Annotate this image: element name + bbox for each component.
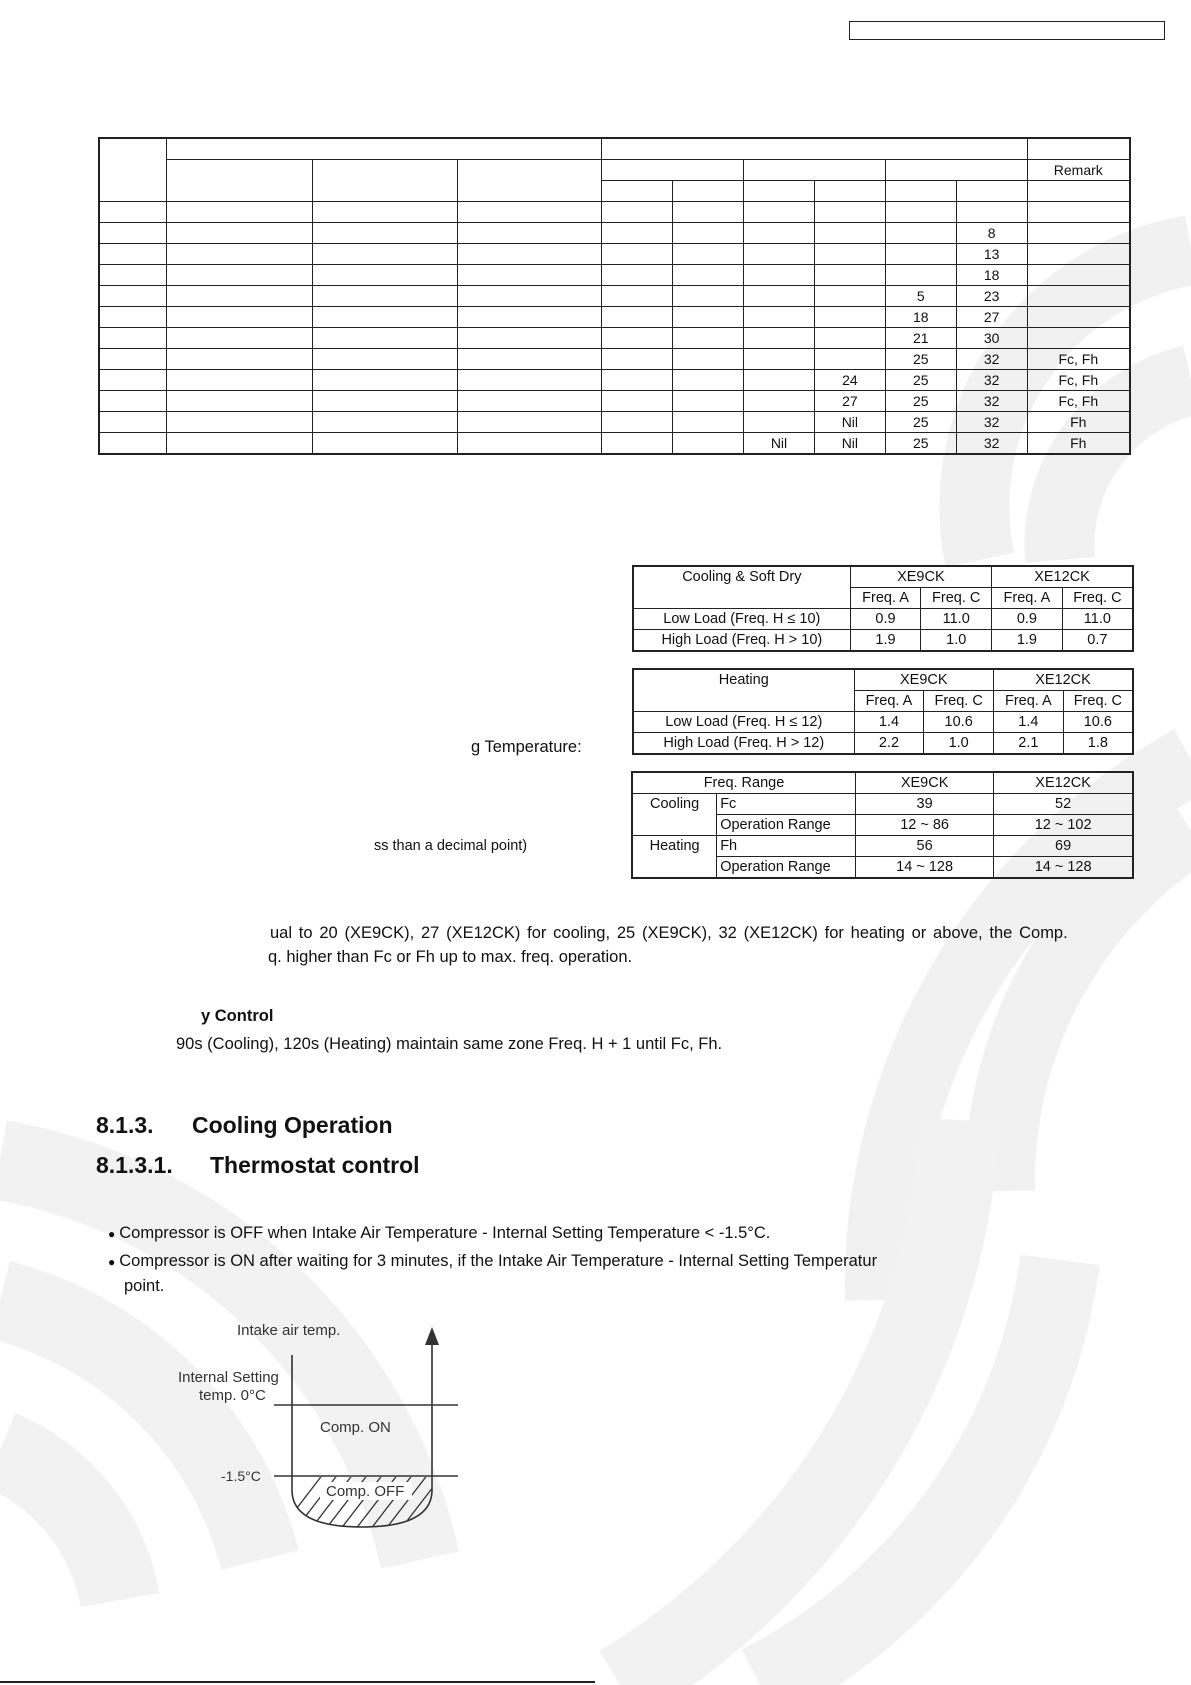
table-cell <box>673 328 744 349</box>
table-cell <box>457 328 602 349</box>
table-row <box>99 202 1130 223</box>
table-cell <box>167 307 313 328</box>
table-cell <box>744 265 815 286</box>
setting-label: Internal Setting <box>178 1369 279 1386</box>
header-box <box>849 21 1165 40</box>
table-cell: 27 <box>814 391 885 412</box>
table-cell <box>814 328 885 349</box>
table-cell <box>313 307 458 328</box>
header-cell <box>885 160 1027 181</box>
table-cell: 25 <box>885 370 956 391</box>
table-cell: 52 <box>994 794 1133 815</box>
sub-header: Freq. A <box>992 588 1063 609</box>
table-cell: 24 <box>814 370 885 391</box>
table-cell: 0.9 <box>992 609 1063 630</box>
table-row <box>99 328 1130 349</box>
table-cell <box>673 223 744 244</box>
sub-header: Freq. C <box>1063 691 1133 712</box>
table-row <box>99 349 1130 370</box>
table-cell <box>1027 244 1130 265</box>
table-cell <box>956 202 1027 223</box>
table-cell <box>167 370 313 391</box>
header-cell <box>602 181 673 202</box>
bullet-icon: ● <box>108 1227 116 1241</box>
table-cell <box>1027 286 1130 307</box>
table-cell <box>602 412 673 433</box>
comp-off-label: Comp. OFF <box>326 1483 405 1500</box>
comp-on-label: Comp. ON <box>320 1419 391 1436</box>
row-label: Fc <box>717 794 856 815</box>
table-cell: Nil <box>744 433 815 455</box>
table-cell: 1.9 <box>850 630 921 652</box>
table-cell <box>744 223 815 244</box>
heating-label: Heating <box>632 836 717 879</box>
table-cell <box>602 265 673 286</box>
table-row <box>99 244 1130 265</box>
header-cell <box>814 181 885 202</box>
table-cell: 1.4 <box>994 712 1064 733</box>
row-label: High Load (Freq. H > 10) <box>633 630 850 652</box>
table-row <box>99 307 1130 328</box>
row-label: Low Load (Freq. H ≤ 12) <box>633 712 854 733</box>
table-cell <box>167 244 313 265</box>
table-cell <box>602 349 673 370</box>
table-cell <box>602 307 673 328</box>
subsection-number: 8.1.3.1. <box>96 1152 173 1178</box>
table-cell <box>673 349 744 370</box>
table-cell: 8 <box>956 223 1027 244</box>
table-cell <box>457 391 602 412</box>
table-cell <box>99 391 167 412</box>
sub-header: Freq. A <box>850 588 921 609</box>
table-cell: 25 <box>885 412 956 433</box>
table-cell <box>313 286 458 307</box>
table-cell: Fc, Fh <box>1027 349 1130 370</box>
table-cell: 21 <box>885 328 956 349</box>
header-cell <box>602 160 744 181</box>
table-cell: 11.0 <box>1062 609 1133 630</box>
table-cell <box>814 349 885 370</box>
table-cell: 1.0 <box>924 733 994 755</box>
sub-header: Freq. A <box>854 691 924 712</box>
table-cell: 18 <box>956 265 1027 286</box>
table-cell <box>99 328 167 349</box>
table-cell <box>99 202 167 223</box>
table-cell <box>814 286 885 307</box>
table-cell: Nil <box>814 433 885 455</box>
table-cell <box>167 328 313 349</box>
table-cell <box>602 286 673 307</box>
table-cell: 25 <box>885 433 956 455</box>
sub-header: Freq. C <box>921 588 992 609</box>
table-cell <box>744 307 815 328</box>
table-cell <box>313 202 458 223</box>
table-cell <box>457 223 602 244</box>
table-cell <box>313 433 458 455</box>
row-label: Fh <box>717 836 856 857</box>
footer-rule <box>0 1681 595 1683</box>
header-cell <box>313 160 458 202</box>
sub-header: Freq. C <box>1062 588 1133 609</box>
header-cell <box>1027 181 1130 202</box>
header-cell <box>744 160 886 181</box>
table-cell <box>457 244 602 265</box>
table-cell <box>602 244 673 265</box>
table-cell <box>167 286 313 307</box>
table-row <box>99 286 1130 307</box>
model-header: XE9CK <box>855 772 993 794</box>
bullet-continuation: point. <box>124 1277 165 1295</box>
table-cell: 25 <box>885 349 956 370</box>
table-cell: 1.8 <box>1063 733 1133 755</box>
table-cell <box>673 244 744 265</box>
table-cell: 14 ~ 128 <box>994 857 1133 879</box>
header-cell <box>457 160 602 202</box>
table-cell: 18 <box>885 307 956 328</box>
table-cell <box>457 349 602 370</box>
table-cell: 1.0 <box>921 630 992 652</box>
table-cell <box>167 433 313 455</box>
bullet-icon: ● <box>108 1255 116 1269</box>
table-cell <box>602 391 673 412</box>
table-cell: 1.4 <box>854 712 924 733</box>
header-cell <box>1027 138 1130 160</box>
table-cell <box>313 412 458 433</box>
table-cell: 13 <box>956 244 1027 265</box>
table-cell: Nil <box>814 412 885 433</box>
table-cell <box>602 202 673 223</box>
subsection-title: Thermostat control <box>210 1152 420 1178</box>
bullet-text: Compressor is ON after waiting for 3 minutes, if the Intake Air Temperature - Internal Setting Temperatur <box>119 1252 878 1270</box>
control-line: 90s (Cooling), 120s (Heating) maintain same zone Freq. H + 1 until Fc, Fh. <box>176 1035 723 1053</box>
header-cell <box>744 181 815 202</box>
table-cell <box>457 433 602 455</box>
table-cell <box>457 307 602 328</box>
table-cell: 39 <box>855 794 993 815</box>
table-cell <box>457 370 602 391</box>
table-cell <box>313 391 458 412</box>
table-cell <box>313 265 458 286</box>
decimal-note: ss than a decimal point) <box>374 838 528 854</box>
table-cell <box>814 202 885 223</box>
bullet-text: Compressor is OFF when Intake Air Temperature - Internal Setting Temperature < -1.5°C. <box>119 1224 771 1242</box>
table-cell <box>885 265 956 286</box>
heating-table <box>632 668 1134 755</box>
table-row <box>99 433 1130 455</box>
header-cell <box>956 181 1027 202</box>
model-header: XE9CK <box>850 566 991 588</box>
table-cell <box>602 328 673 349</box>
table-cell: 2.1 <box>994 733 1064 755</box>
table-cell <box>313 244 458 265</box>
table-cell <box>1027 223 1130 244</box>
row-label: Low Load (Freq. H ≤ 10) <box>633 609 850 630</box>
table-cell <box>814 223 885 244</box>
table-cell <box>457 412 602 433</box>
row-label: Operation Range <box>717 857 856 879</box>
table-cell <box>744 391 815 412</box>
table-cell: 5 <box>885 286 956 307</box>
table-cell <box>744 286 815 307</box>
table-cell <box>744 412 815 433</box>
table-cell <box>99 286 167 307</box>
table-cell <box>744 370 815 391</box>
remark-header: Remark <box>1027 160 1130 181</box>
table-cell <box>602 433 673 455</box>
table-cell: Fc, Fh <box>1027 370 1130 391</box>
table-cell: 0.7 <box>1062 630 1133 652</box>
table-cell <box>457 202 602 223</box>
cooling-soft-dry-table <box>632 565 1134 652</box>
table-cell <box>602 370 673 391</box>
table-cell: 32 <box>956 391 1027 412</box>
table-cell <box>1027 265 1130 286</box>
section-title: Cooling Operation <box>192 1112 393 1138</box>
table-cell <box>673 370 744 391</box>
table-cell <box>167 202 313 223</box>
table-cell <box>99 433 167 455</box>
table-cell <box>99 223 167 244</box>
temperature-label: g Temperature: <box>471 738 582 756</box>
table-cell: 27 <box>956 307 1027 328</box>
table-cell: 12 ~ 86 <box>855 815 993 836</box>
intake-label: Intake air temp. <box>237 1322 341 1339</box>
table-cell <box>814 307 885 328</box>
minus-label: -1.5°C <box>221 1468 261 1484</box>
table-cell <box>99 370 167 391</box>
header-cell <box>673 181 744 202</box>
table-cell <box>99 244 167 265</box>
table-title: Cooling & Soft Dry <box>633 566 850 609</box>
table-cell <box>673 286 744 307</box>
table-row <box>99 370 1130 391</box>
table-cell: 10.6 <box>924 712 994 733</box>
table-cell <box>313 349 458 370</box>
table-cell: 56 <box>855 836 993 857</box>
table-cell <box>99 412 167 433</box>
table-cell <box>673 412 744 433</box>
table-cell <box>99 349 167 370</box>
table-title: Freq. Range <box>632 772 855 794</box>
table-cell <box>744 202 815 223</box>
table-cell: 1.9 <box>992 630 1063 652</box>
table-cell <box>673 307 744 328</box>
table-cell <box>167 265 313 286</box>
setting-label: temp. 0°C <box>199 1387 266 1404</box>
table-cell: 69 <box>994 836 1133 857</box>
control-heading: y Control <box>201 1007 274 1025</box>
row-label: Operation Range <box>717 815 856 836</box>
header-cell <box>167 160 313 202</box>
table-cell: 32 <box>956 412 1027 433</box>
model-header: XE12CK <box>992 566 1133 588</box>
table-cell: 25 <box>885 391 956 412</box>
row-label: High Load (Freq. H > 12) <box>633 733 854 755</box>
table-cell <box>673 433 744 455</box>
table-cell <box>313 223 458 244</box>
table-cell: 12 ~ 102 <box>994 815 1133 836</box>
table-row <box>99 265 1130 286</box>
table-row <box>99 391 1130 412</box>
table-cell <box>457 286 602 307</box>
table-cell: Fh <box>1027 412 1130 433</box>
table-cell: 2.2 <box>854 733 924 755</box>
table-cell: 32 <box>956 370 1027 391</box>
frequency-zone-table <box>98 137 1131 455</box>
table-cell <box>99 307 167 328</box>
table-cell <box>167 349 313 370</box>
list-item <box>108 1252 877 1271</box>
list-item <box>108 1224 770 1243</box>
table-cell <box>1027 202 1130 223</box>
model-header: XE9CK <box>854 669 993 691</box>
table-cell <box>885 202 956 223</box>
table-cell <box>744 244 815 265</box>
table-cell <box>885 223 956 244</box>
table-cell <box>885 244 956 265</box>
model-header: XE12CK <box>994 669 1133 691</box>
table-cell <box>673 265 744 286</box>
paragraph-line: ual to 20 (XE9CK), 27 (XE12CK) for cooling, 25 (XE9CK), 32 (XE12CK) for heating or above, the Comp. <box>270 924 1068 942</box>
table-cell: Fh <box>1027 433 1130 455</box>
model-header: XE12CK <box>994 772 1133 794</box>
table-cell: Fc, Fh <box>1027 391 1130 412</box>
arrow-up-icon <box>425 1327 439 1345</box>
table-cell <box>673 391 744 412</box>
header-cell <box>167 138 602 160</box>
header-cell <box>99 138 167 202</box>
paragraph-line: q. higher than Fc or Fh up to max. freq. operation. <box>268 948 633 966</box>
table-cell: 32 <box>956 433 1027 455</box>
table-cell: 32 <box>956 349 1027 370</box>
table-cell: 14 ~ 128 <box>855 857 993 879</box>
table-cell <box>1027 328 1130 349</box>
table-cell <box>673 202 744 223</box>
frequency-range-table <box>631 771 1134 879</box>
table-cell <box>1027 307 1130 328</box>
table-row <box>99 412 1130 433</box>
table-cell <box>744 328 815 349</box>
table-cell <box>167 412 313 433</box>
table-cell <box>814 244 885 265</box>
header-cell <box>602 138 1027 160</box>
table-cell <box>313 328 458 349</box>
table-cell: 0.9 <box>850 609 921 630</box>
table-cell: 30 <box>956 328 1027 349</box>
sub-header: Freq. A <box>994 691 1064 712</box>
section-number: 8.1.3. <box>96 1112 154 1138</box>
header-cell <box>885 181 956 202</box>
table-cell: 10.6 <box>1063 712 1133 733</box>
table-cell: 23 <box>956 286 1027 307</box>
table-cell <box>602 223 673 244</box>
table-cell <box>167 223 313 244</box>
table-cell <box>814 265 885 286</box>
sub-header: Freq. C <box>924 691 994 712</box>
table-cell <box>744 349 815 370</box>
table-cell <box>457 265 602 286</box>
table-cell <box>99 265 167 286</box>
thermostat-diagram <box>170 1315 470 1555</box>
table-row <box>99 223 1130 244</box>
table-cell <box>167 391 313 412</box>
cooling-label: Cooling <box>632 794 717 836</box>
table-cell: 11.0 <box>921 609 992 630</box>
table-cell <box>313 370 458 391</box>
table-title: Heating <box>633 669 854 712</box>
